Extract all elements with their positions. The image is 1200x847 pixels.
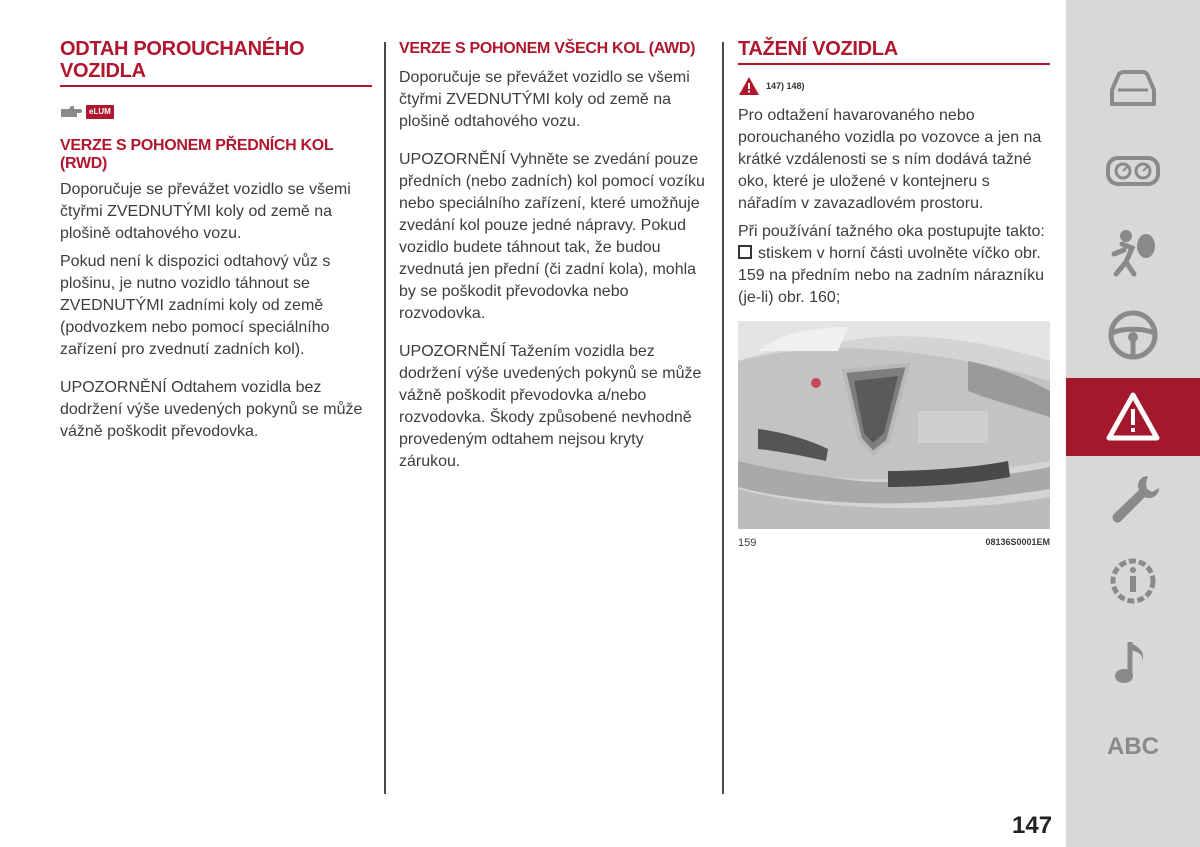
sidebar-item-emergency[interactable] bbox=[1066, 378, 1200, 456]
steering-wheel-icon bbox=[1104, 306, 1162, 364]
elum-badge: eLUM bbox=[86, 105, 114, 119]
figure-caption bbox=[738, 537, 1050, 549]
warning-triangle-icon bbox=[1104, 388, 1162, 446]
list-item-text: stiskem v horní části uvolněte víčko obr. 159 na předním nebo na zadním nárazníku (je-li) obr. 160; bbox=[738, 245, 1044, 306]
sidebar-item-safety[interactable] bbox=[1066, 214, 1200, 292]
column-towing bbox=[738, 38, 1050, 549]
paragraph: Doporučuje se převážet vozidlo se všemi čtyřmi ZVEDNUTÝMI koly od země na plošině odtahového vozu. bbox=[60, 181, 351, 242]
paragraph: Při používání tažného oka postupujte takto: bbox=[738, 223, 1045, 240]
subsection-title-rwd: VERZE S POHONEM PŘEDNÍCH KOL (RWD) bbox=[60, 137, 334, 172]
figure-car-front-photo bbox=[738, 321, 1050, 529]
column-towing-broken-vehicle bbox=[60, 38, 372, 449]
paragraph: Pokud není k dispozici odtahový vůz s plošinu, je nutno vozidlo táhnout se ZVEDNUTÝMI zadními koly od země (podvozkem nebo pomocí speciálního zařízení pro zvednutí zadních kol). bbox=[60, 253, 331, 358]
music-note-icon bbox=[1104, 634, 1162, 692]
warning-paragraph: UPOZORNĚNÍ Vyhněte se zvedání pouze předních (nebo zadních) kol pomocí vozíku nebo speciálního zařízení, které umožňuje zvedání kol pouze jedné nápravy. Pokud vozidlo budete táhnout tak, že budou zvednutá jen přední (či zadní kola), mohla by se poškodit převodovka nebo rozvodovka. bbox=[399, 151, 705, 322]
column-awd bbox=[399, 38, 705, 479]
sidebar-item-index[interactable] bbox=[1066, 708, 1200, 786]
sidebar-item-maintenance[interactable] bbox=[1066, 460, 1200, 538]
column-divider-2 bbox=[722, 42, 724, 794]
pointing-hand-icon bbox=[60, 105, 82, 119]
section-title: ODTAH POROUCHANÉHO VOZIDLA bbox=[60, 38, 305, 82]
warning-refs-text: 147) 148) bbox=[766, 81, 805, 91]
car-icon bbox=[1104, 60, 1162, 118]
chapter-sidebar bbox=[1066, 0, 1200, 847]
paragraph: Pro odtažení havarovaného nebo porouchaného vozidla po vozovce a jen na krátké vzdálenosti se s ním dodává tažné oko, které je uložené v kontejneru s nářadím v zavazadlovém prostoru. bbox=[738, 107, 1042, 212]
car-front-illustration bbox=[738, 321, 1050, 529]
sidebar-item-multimedia[interactable] bbox=[1066, 624, 1200, 702]
title-rule bbox=[60, 85, 372, 87]
sidebar-item-dashboard[interactable] bbox=[1066, 132, 1200, 210]
title-rule bbox=[738, 63, 1050, 65]
sidebar-item-driving[interactable] bbox=[1066, 296, 1200, 374]
index-abc-label: ABC bbox=[1107, 733, 1159, 760]
warning-triangle-icon bbox=[738, 76, 760, 96]
page-number: 147 bbox=[1012, 812, 1053, 839]
warning-paragraph: UPOZORNĚNÍ Odtahem vozidla bez dodržení výše uvedených pokynů se může vážně poškodit převodovka. bbox=[60, 379, 363, 440]
paragraph: Doporučuje se převážet vozidlo se všemi čtyřmi ZVEDNUTÝMI koly od země na plošině odtahového vozu. bbox=[399, 69, 690, 130]
checkbox-bullet-icon bbox=[738, 245, 752, 259]
warning-references bbox=[738, 75, 1050, 97]
sidebar-item-vehicle[interactable] bbox=[1066, 50, 1200, 128]
figure-code: 08136S0001EM bbox=[985, 537, 1050, 547]
sidebar-item-technical-data[interactable] bbox=[1066, 542, 1200, 620]
warning-paragraph: UPOZORNĚNÍ Tažením vozidla bez dodržení výše uvedených pokynů se může vážně poškodit převodovka a/nebo rozvodovka. Škody způsobené nevhodně provedeným odtahem nejsou kryty zárukou. bbox=[399, 343, 702, 470]
section-title: TAŽENÍ VOZIDLA bbox=[738, 38, 898, 60]
subsection-title-awd: VERZE S POHONEM VŠECH KOL (AWD) bbox=[399, 40, 696, 57]
list-item bbox=[738, 243, 1050, 309]
airbag-person-icon bbox=[1104, 224, 1162, 282]
dashboard-icon bbox=[1104, 142, 1162, 200]
version-icons bbox=[60, 103, 372, 121]
wrench-icon bbox=[1104, 470, 1162, 528]
figure-number: 159 bbox=[738, 537, 757, 549]
info-gear-icon bbox=[1104, 552, 1162, 610]
column-divider-1 bbox=[384, 42, 386, 794]
